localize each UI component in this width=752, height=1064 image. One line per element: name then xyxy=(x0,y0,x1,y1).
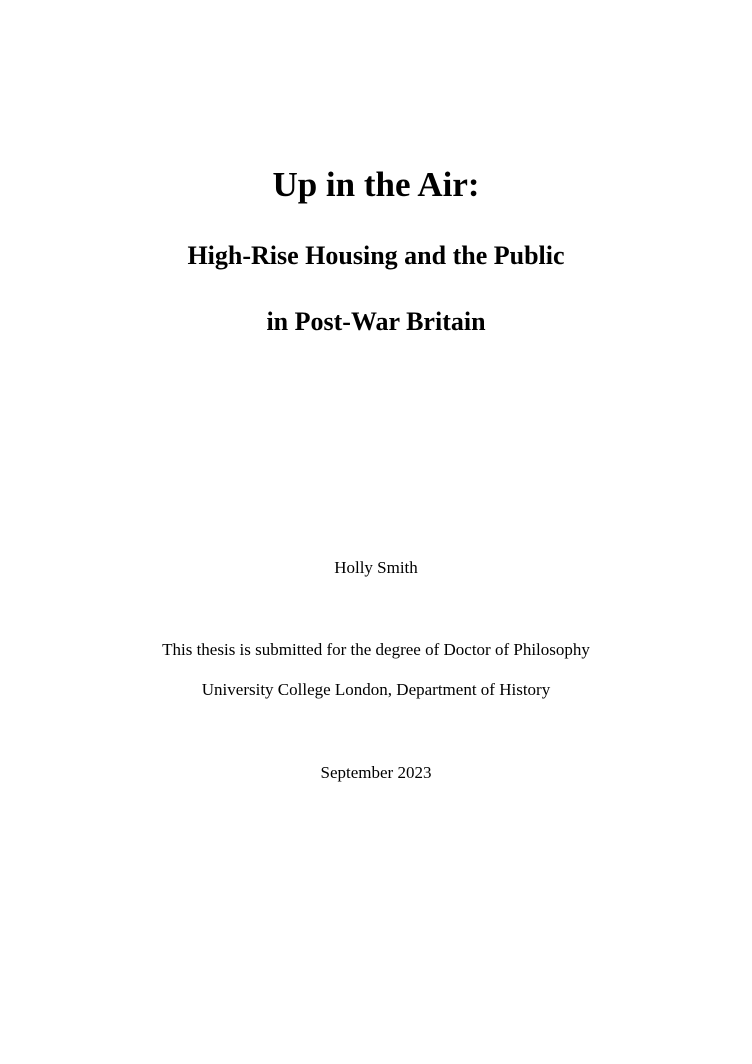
thesis-subtitle-line-2: in Post-War Britain xyxy=(266,307,486,336)
thesis-title: Up in the Air: xyxy=(272,165,480,204)
submission-date: September 2023 xyxy=(320,763,432,782)
thesis-subtitle-line-1: High-Rise Housing and the Public xyxy=(187,241,565,270)
degree-statement: This thesis is submitted for the degree of Doctor of Philosophy xyxy=(162,640,590,659)
institution-name: University College London, Department of History xyxy=(201,680,551,699)
author-name: Holly Smith xyxy=(334,558,418,577)
